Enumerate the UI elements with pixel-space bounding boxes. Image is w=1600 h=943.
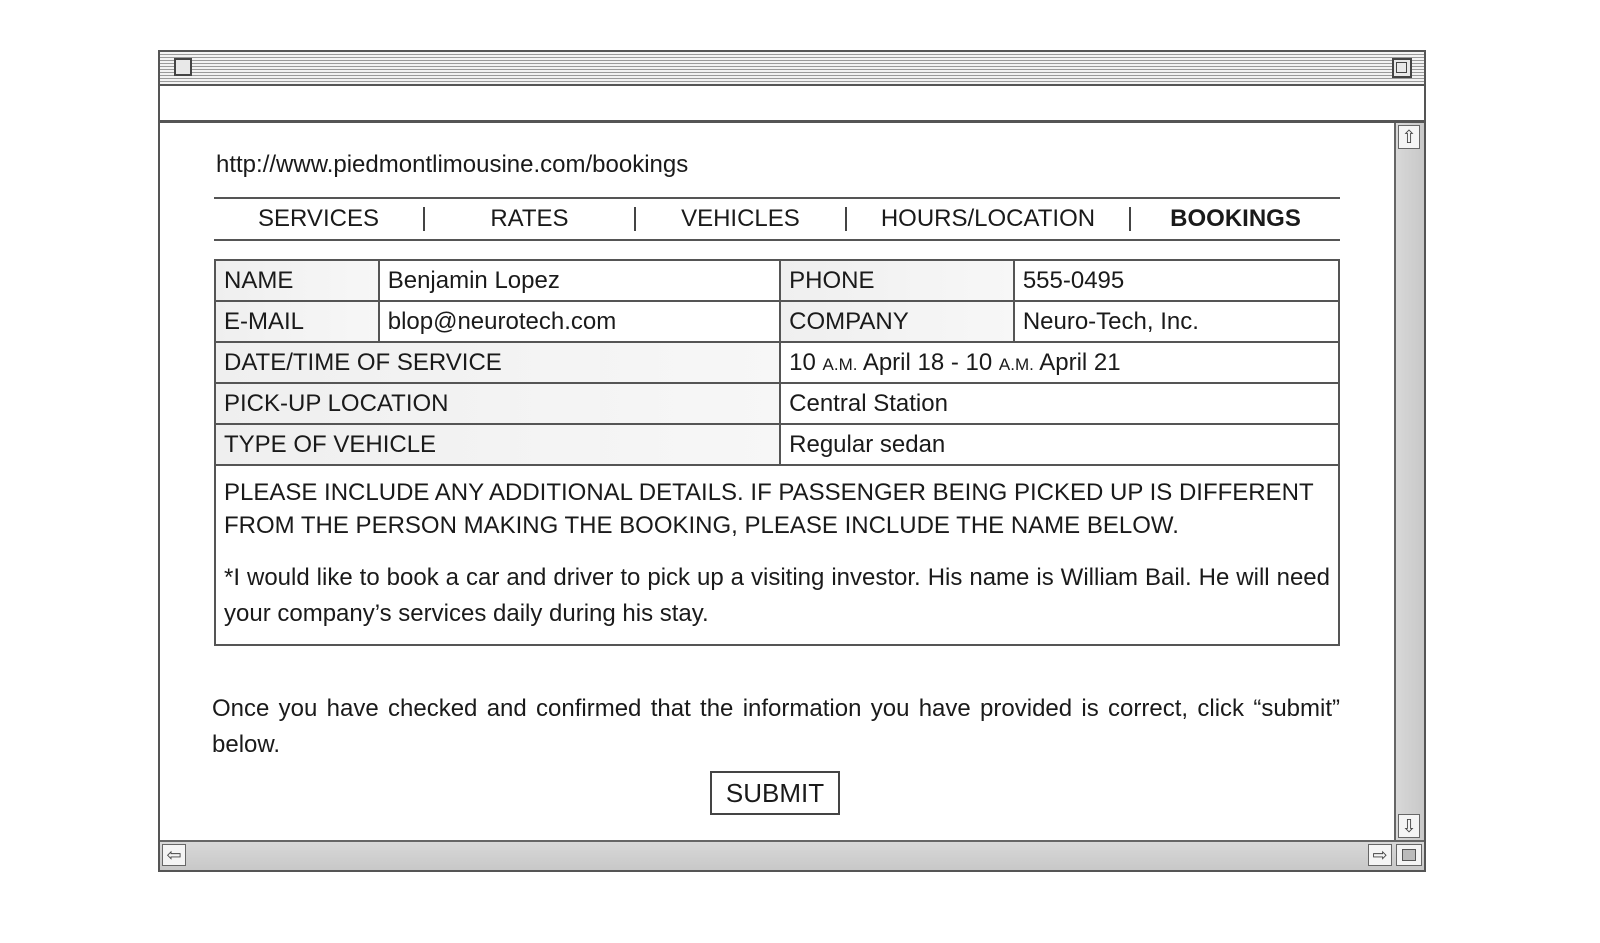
nav-item-bookings[interactable]: BOOKINGS (1170, 205, 1301, 232)
nav-item-hours-location[interactable]: HOURS/LOCATION (880, 205, 1096, 232)
table-row (215, 301, 1339, 342)
vehicle-label: TYPE OF VEHICLE (215, 424, 780, 465)
company-label: COMPANY (780, 301, 1014, 342)
end-date: April 21 (1039, 348, 1121, 376)
nav-item-services[interactable]: SERVICES (258, 205, 379, 232)
datetime-field[interactable] (780, 342, 1339, 383)
table-row (215, 342, 1339, 383)
name-label: NAME (215, 260, 379, 301)
title-bar[interactable] (160, 52, 1424, 86)
phone-field[interactable]: 555-0495 (1014, 260, 1339, 301)
page-content (160, 123, 1394, 840)
horizontal-scrollbar[interactable] (160, 840, 1424, 870)
arrow-left-icon[interactable]: ⇦ (162, 844, 186, 866)
notes-area[interactable] (215, 465, 1339, 645)
start-ampm: A.M. (822, 354, 858, 374)
table-row (215, 260, 1339, 301)
end-ampm: A.M. (998, 354, 1034, 374)
arrow-up-icon[interactable]: ⇧ (1398, 125, 1420, 149)
datetime-label: DATE/TIME OF SERVICE (215, 342, 780, 383)
arrow-right-icon[interactable]: ⇨ (1368, 844, 1392, 866)
nav-item-rates[interactable]: RATES (490, 205, 569, 232)
phone-label: PHONE (780, 260, 1014, 301)
close-box-icon[interactable] (174, 58, 192, 76)
confirm-instructions: Once you have checked and confirmed that the information you have provided is correct, click “submit” below. (212, 695, 1340, 758)
company-field[interactable]: Neuro-Tech, Inc. (1014, 301, 1339, 342)
pickup-field[interactable]: Central Station (780, 383, 1339, 424)
notes-text[interactable]: *I would like to book a car and driver to pick up a visiting investor. His name is William Bail. He will need your company’s services daily during his stay. (224, 564, 1330, 627)
arrow-down-icon[interactable]: ⇩ (1398, 814, 1420, 838)
vertical-scrollbar[interactable] (1394, 123, 1424, 840)
submit-button[interactable]: SUBMIT (710, 771, 840, 815)
nav-bar (214, 197, 1340, 241)
url-text: http://www.piedmontlimousine.com/bookings (216, 151, 689, 178)
browser-toolbar (160, 86, 1424, 123)
start-time: 10 (789, 348, 816, 376)
vehicle-field[interactable]: Regular sedan (780, 424, 1339, 465)
table-row (215, 424, 1339, 465)
start-date: April 18 - (862, 348, 959, 376)
resize-grip-icon[interactable] (1396, 844, 1422, 866)
pickup-label: PICK-UP LOCATION (215, 383, 780, 424)
email-field[interactable]: blop@neurotech.com (379, 301, 780, 342)
name-field[interactable]: Benjamin Lopez (379, 260, 780, 301)
booking-form-table (214, 259, 1340, 646)
table-row (215, 465, 1339, 645)
browser-window (158, 50, 1426, 872)
email-label: E-MAIL (215, 301, 379, 342)
zoom-box-icon[interactable] (1392, 58, 1412, 78)
notes-prompt: PLEASE INCLUDE ANY ADDITIONAL DETAILS. IF PASSENGER BEING PICKED UP IS DIFFERENT FROM THE PERSON MAKING THE BOOKING, PLEASE INCLUDE THE NAME BELOW. (224, 479, 1314, 539)
end-time: 10 (965, 348, 993, 376)
table-row (215, 383, 1339, 424)
nav-item-vehicles[interactable]: VEHICLES (681, 205, 800, 232)
